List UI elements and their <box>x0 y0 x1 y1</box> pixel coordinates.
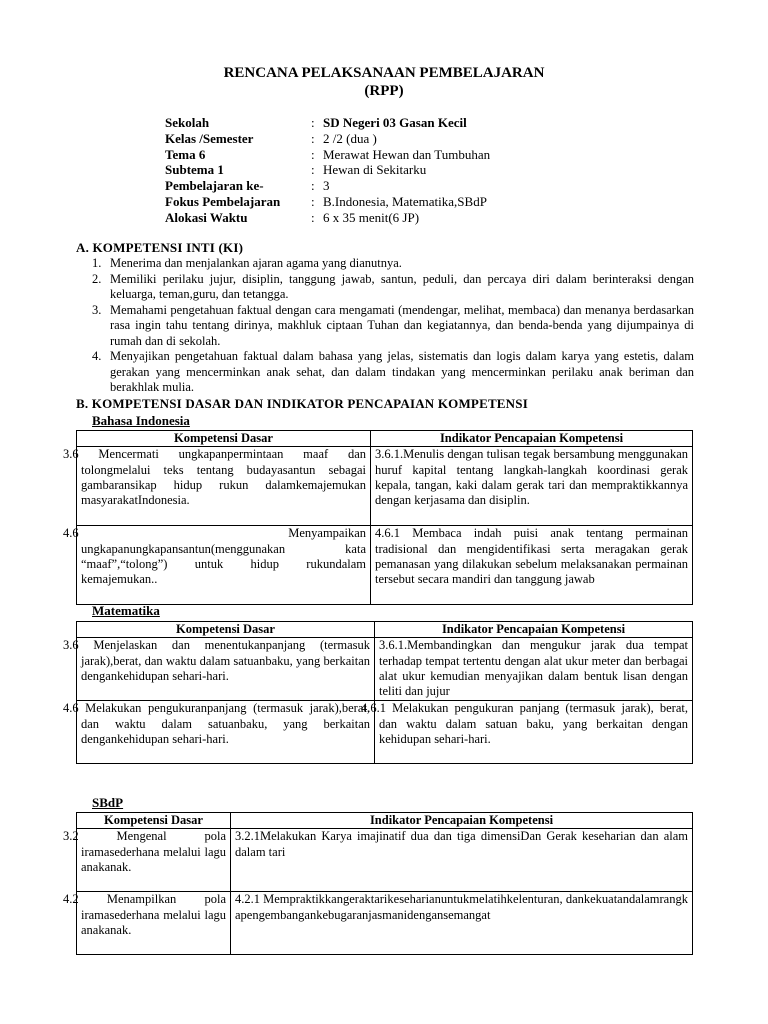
table-row <box>77 638 693 701</box>
info-row-fokus <box>165 194 490 210</box>
table-cell-kd: 3.2 Mengenal pola iramasederhana melalui lagu anakanak. <box>77 829 231 892</box>
table-cell-ipk: 3.6.1.Membandingkan dan mengukur jarak dua tempat terhadap tempat tertentu dengan alat ukur meter dan berbagai alat ukur kemudian menyajikan dalam bentuk lisan dengan teliti dan jujur <box>375 638 693 701</box>
info-value: SD Negeri 03 Gasan Kecil <box>323 115 467 130</box>
info-label: Alokasi Waktu <box>165 209 248 225</box>
info-colon: : <box>311 209 315 225</box>
subject-title-bahasa-indonesia: Bahasa Indonesia <box>92 413 190 428</box>
info-colon: : <box>311 193 315 209</box>
table-row <box>77 526 693 605</box>
info-label: Fokus Pembelajaran <box>165 193 281 209</box>
table-cell-ipk: 4.6.1 Membaca indah puisi anak tentang permainan tradisional dan mengidentifikasi serta meragakan gerak pemanasan yang dilakukan sebelum melaksanakan permainan tersebut secara mandiri dan tanggung jawab <box>371 526 693 605</box>
list-text: Memahami pengetahuan faktual dengan cara mengamati (mendengar, melihat, membaca) dan menanya berdasarkan rasa ingin tahu tentang dirinya, makhluk ciptaan Tuhan dan kegiatannya, dan benda-benda yang dijumpainya di rumah dan di sekolah. <box>110 302 694 348</box>
table-row <box>77 892 693 955</box>
section-a-heading: A. KOMPETENSI INTI (KI) <box>76 240 244 255</box>
table-cell-ipk: 3.6.1.Menulis dengan tulisan tegak bersambung menggunakan huruf kapital tentang langkah-langkah koordinasi gerak kepala, tangan, kaki dalam gerak tari dan mempraktikkannya dengan kerjasama dan disiplin. <box>371 447 693 526</box>
column-header-ipk: Indikator Pencapaian Kompetensi <box>231 813 693 829</box>
document-subtitle: (RPP) <box>364 83 404 99</box>
info-row-alokasi <box>165 210 490 226</box>
column-header-kd: Kompetensi Dasar <box>77 622 375 638</box>
list-item <box>92 272 694 303</box>
table-header-row <box>77 813 693 829</box>
table-cell-kd: 4.6 Melakukan pengukuranpanjang (termasuk jarak),berat, dan waktu dalam satuanbaku, yang berkaitan dengankehidupan sehari-hari. <box>77 701 375 764</box>
table-cell-ipk: 4.6.1 Melakukan pengukuran panjang (termasuk jarak), berat, dan waktu dalam satuan baku, yang berkaitan dengan kehidupan sehari-hari. <box>375 701 693 764</box>
info-value: B.Indonesia, Matematika,SBdP <box>323 193 487 209</box>
subject-title-sbdp: SBdP <box>92 795 124 810</box>
identity-table <box>165 115 490 226</box>
table-sbdp <box>63 812 693 955</box>
info-row-kelas <box>165 131 490 147</box>
table-cell-ipk: 4.2.1 Mempraktikkangeraktarikeseharianuntukmelatihkelenturan, dankekuatandalamrangkapengembangankebugaranjasmanidengansemangat <box>231 892 693 955</box>
list-text: Menyajikan pengetahuan faktual dalam bahasa yang jelas, sistematis dan logis dalam karya yang estetis, dalam gerakan yang mencerminkan anak sehat, dan dalam tindakan yang mencerminkan perilaku anak beriman dan berakhlak mulia. <box>110 349 694 394</box>
document-title: RENCANA PELAKSANAAN PEMBELAJARAN <box>223 65 545 81</box>
table-row <box>77 447 693 526</box>
table-cell-kd: 4.6 Menyampaikan ungkapanungkapansantun(menggunakan kata “maaf”,“tolong”) untuk hidup rukundalam kemajemukan.. <box>77 526 371 605</box>
list-item <box>92 303 694 350</box>
info-value: 3 <box>323 178 330 194</box>
info-value: Merawat Hewan dan Tumbuhan <box>323 146 491 162</box>
column-header-kd: Kompetensi Dasar <box>77 431 371 447</box>
info-label: Kelas /Semester <box>165 130 254 146</box>
info-value: 6 x 35 menit(6 JP) <box>323 209 420 225</box>
info-colon: : <box>311 146 315 162</box>
table-header-row <box>77 431 693 447</box>
table-matematika <box>63 621 693 764</box>
info-colon: : <box>311 130 315 146</box>
table-row <box>77 829 693 892</box>
section-b-heading: B. KOMPETENSI DASAR DAN INDIKATOR PENCAPAIAN KOMPETENSI <box>76 396 528 411</box>
info-colon: : <box>311 162 315 178</box>
list-text: Menerima dan menjalankan ajaran agama yang dianutnya. <box>110 256 402 270</box>
table-cell-kd: 3.6 Mencermati ungkapanpermintaan maaf dan tolongmelalui teks tentang budayasantun sebagai gambaransikap hidup rukun dalamkemajemukan masyarakatIndonesia. <box>77 447 371 526</box>
list-number: 1. <box>92 256 102 270</box>
info-row-pembelajaran <box>165 178 490 194</box>
info-label: Sekolah <box>165 115 210 130</box>
column-header-ipk: Indikator Pencapaian Kompetensi <box>371 431 693 447</box>
kompetensi-inti-list <box>92 256 694 396</box>
table-cell-kd: 4.2 Menampilkan pola iramasederhana melalui lagu anakanak. <box>77 892 231 955</box>
list-item <box>92 349 694 396</box>
list-number: 2. <box>92 271 102 286</box>
info-label: Tema 6 <box>165 146 206 162</box>
info-label: Subtema 1 <box>165 162 224 178</box>
info-row-subtema <box>165 162 490 178</box>
info-value: 2 /2 (dua ) <box>323 130 377 146</box>
subject-title-matematika: Matematika <box>92 603 160 618</box>
info-label: Pembelajaran ke- <box>165 178 264 194</box>
info-row-sekolah <box>165 115 490 131</box>
table-header-row <box>77 622 693 638</box>
table-cell-kd: 3.6 Menjelaskan dan menentukanpanjang (termasuk jarak),berat, dan waktu dalam satuanbaku, yang berkaitan dengankehidupan sehari-hari. <box>77 638 375 701</box>
table-cell-ipk: 3.2.1Melakukan Karya imajinatif dua dan tiga dimensiDan Gerak keseharian dan alam dalam tari <box>231 829 693 892</box>
table-row <box>77 701 693 764</box>
list-number: 4. <box>92 349 102 363</box>
info-row-tema <box>165 147 490 163</box>
list-item <box>92 256 694 272</box>
list-text: Memiliki perilaku jujur, disiplin, tanggung jawab, santun, peduli, dan percaya diri dalam berinteraksi dengan keluarga, teman,guru, dan tetangga. <box>110 271 694 301</box>
info-value: Hewan di Sekitarku <box>323 162 427 178</box>
column-header-ipk: Indikator Pencapaian Kompetensi <box>375 622 693 638</box>
info-colon: : <box>311 178 315 194</box>
list-number: 3. <box>92 302 102 317</box>
table-bahasa-indonesia <box>63 430 693 605</box>
info-colon: : <box>311 115 315 130</box>
column-header-kd: Kompetensi Dasar <box>77 813 231 829</box>
